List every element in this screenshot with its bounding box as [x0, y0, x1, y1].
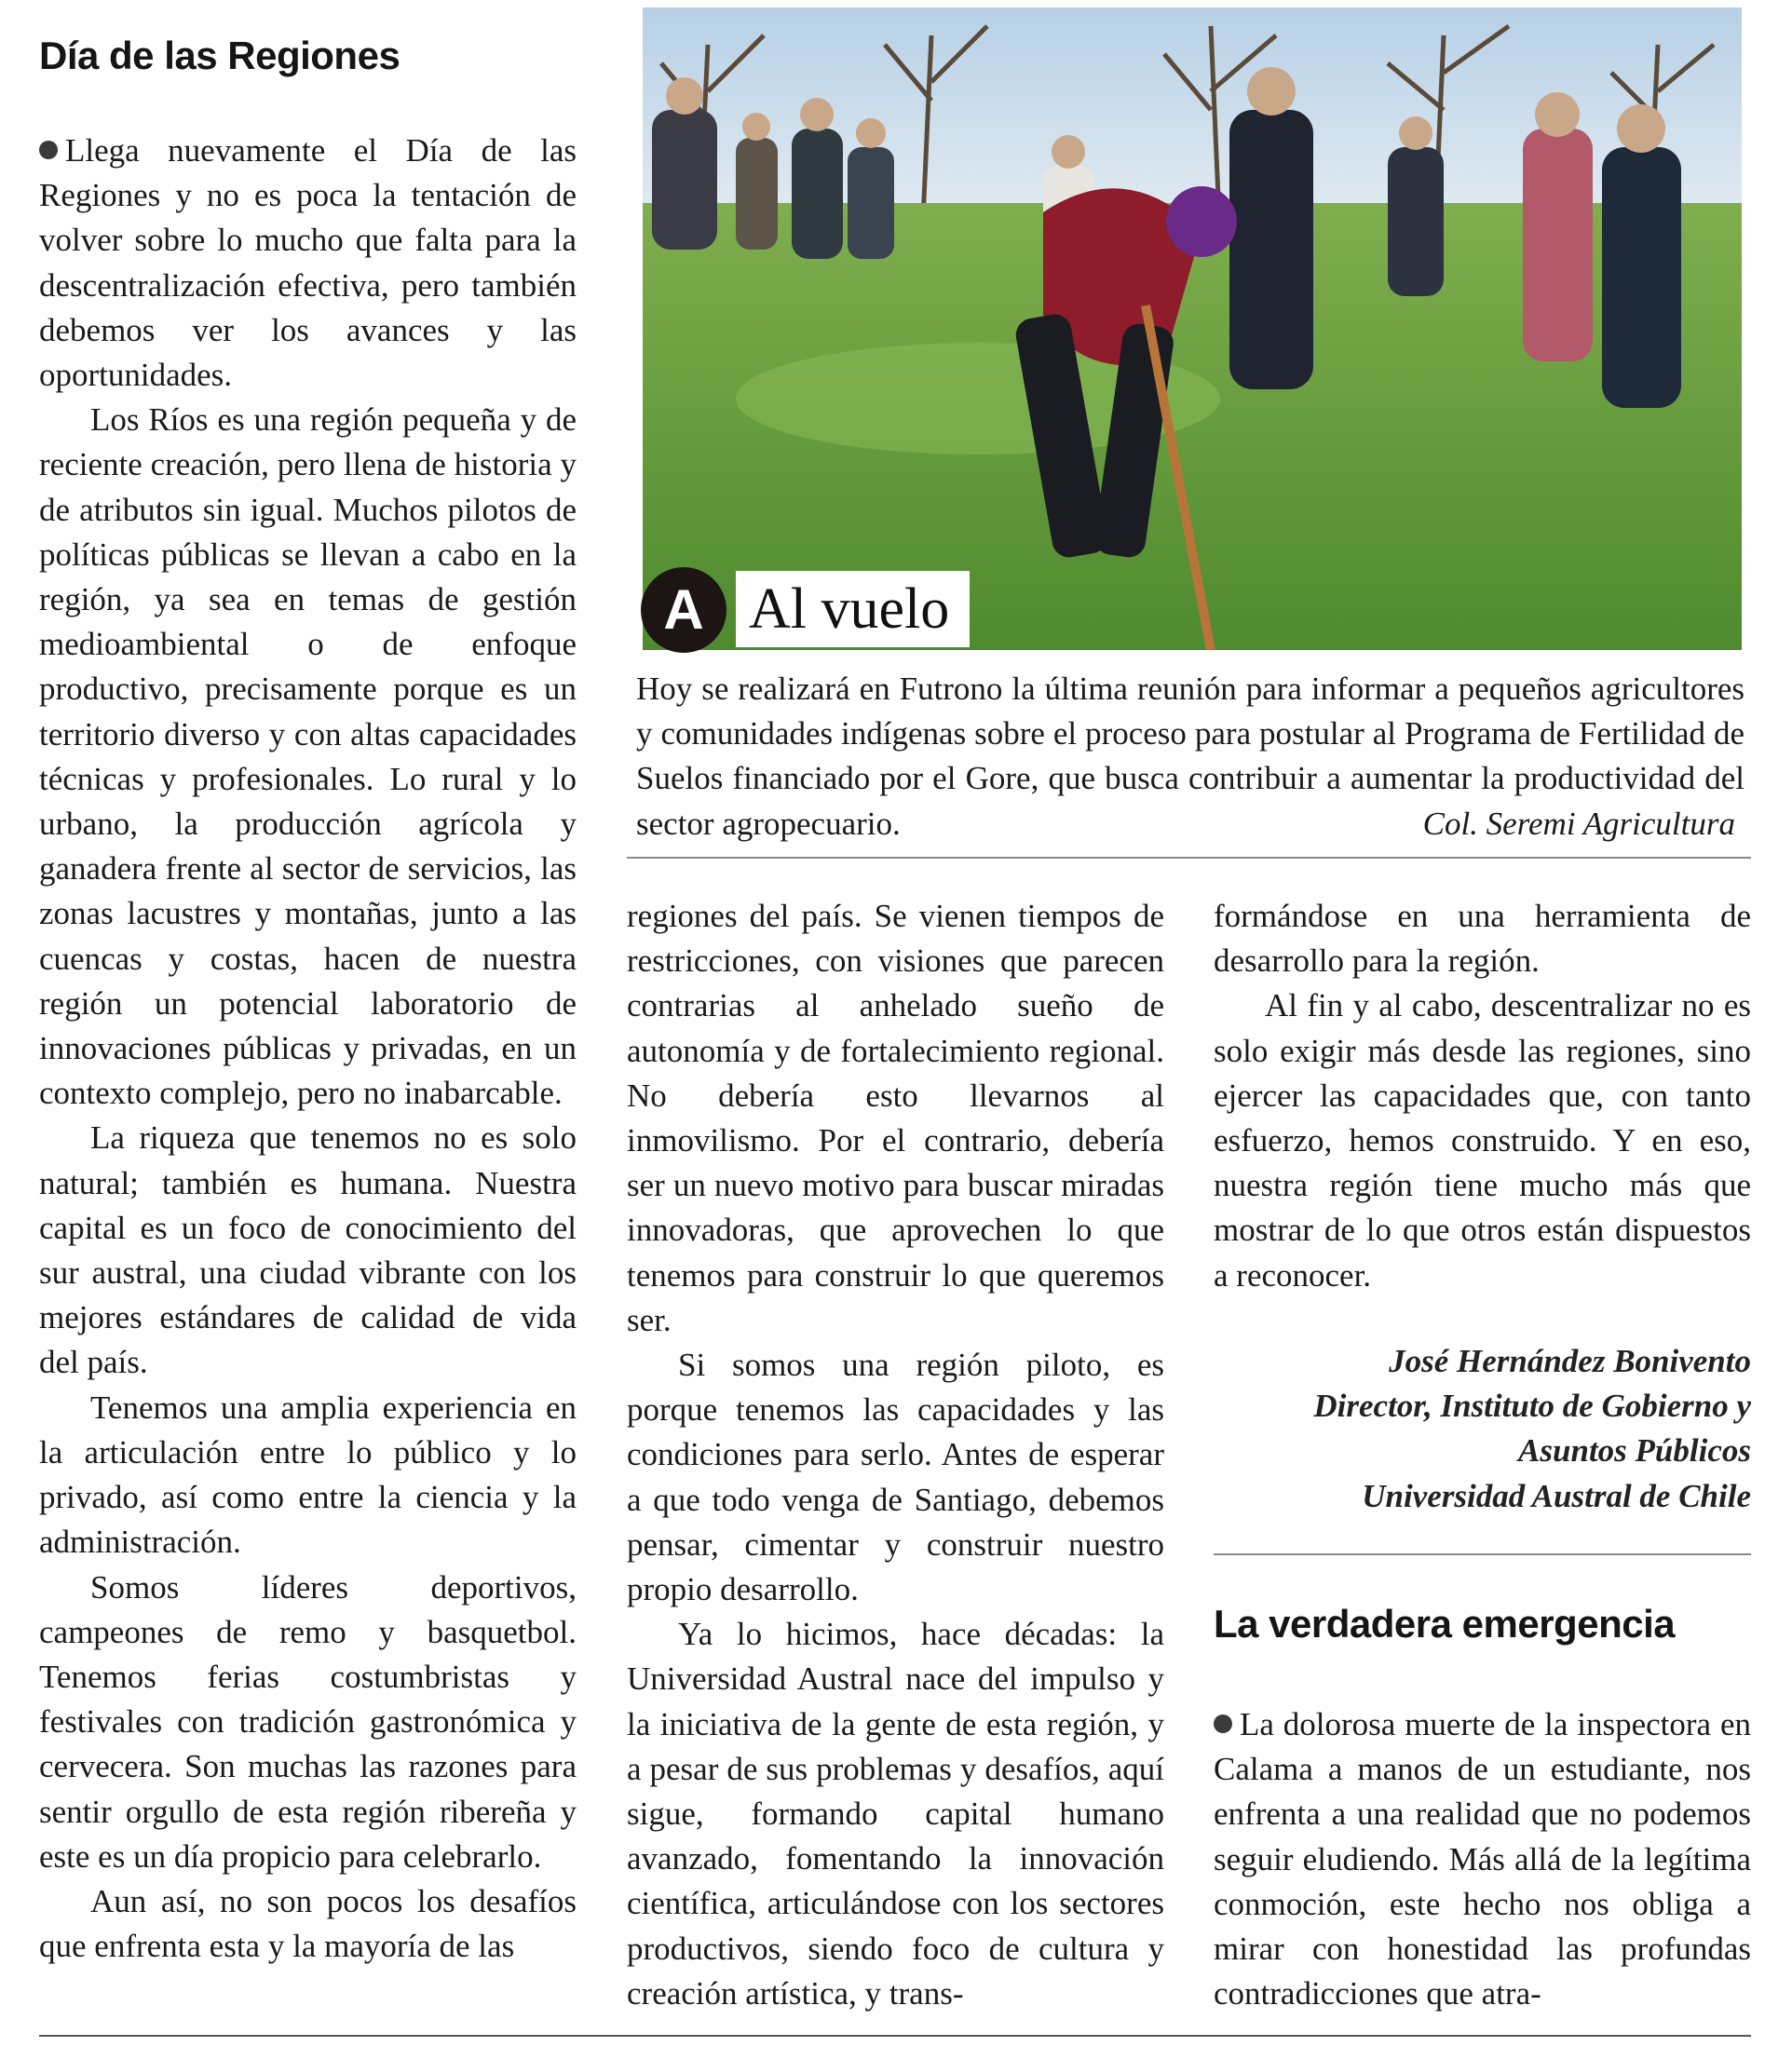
article-paragraph: La riqueza que tenemos no es solo natural; también es humana. Nuestra capital es un foco de conocimiento del sur austral, una ciudad vibrante con los mejores estándares de calidad de vida del país.	[39, 1119, 577, 1381]
author-name: José Hernández Bonivento	[1389, 1343, 1751, 1379]
section-divider	[627, 857, 1751, 859]
photo-caption	[636, 667, 1744, 847]
article-paragraph-continued: formándose en una herramienta de desarrollo para la región.	[1214, 898, 1751, 980]
article-title: Día de las Regiones	[39, 34, 400, 77]
article-paragraph: La dolorosa muerte de la inspectora en Calama a manos de un estudiante, nos enfrenta a una realidad que no podemos seguir eludiendo. Más allá de la legítima conmoción, este hecho nos obliga a mirar con honestidad las profundas contradicciones que atra-	[1214, 1706, 1751, 2013]
author-signature	[1214, 1339, 1751, 1519]
article-paragraph: Tenemos una amplia experiencia en la articulación entre lo público y lo privado, así como entre la ciencia y la administración.	[39, 1389, 577, 1561]
article-column-2	[627, 894, 1164, 2016]
photo-credit: Col. Seremi Agricultura	[1422, 805, 1735, 842]
article-paragraph: Somos líderes deportivos, campeones de remo y basquetbol. Tenemos ferias costumbristas y festivales con tradición gastronómica y cervecera. Son muchas las razones para sentir orgullo de esta región ribereña y este es un día propicio para celebrarlo.	[39, 1568, 577, 1875]
article-divider	[1214, 1553, 1751, 1555]
article-column-3	[1214, 894, 1751, 1298]
bullet-icon	[39, 141, 58, 159]
caption-text: Hoy se realizará en Futrono la última reunión para informar a pequeños agricultores y comunidades indígenas sobre el proceso para postular al Programa de Fertilidad de Suelos financiado por el Gore, que busca contribuir a aumentar la productividad del sector agropecuario.	[636, 671, 1744, 842]
news-photo	[643, 7, 1742, 650]
section-label: Al vuelo	[736, 571, 970, 647]
author-org: Universidad Austral de Chile	[1362, 1477, 1751, 1514]
article-paragraph-continued: regiones del país. Se vienen tiempos de restricciones, con visiones que parecen contrarias al anhelado sueño de autonomía y de fortalecimiento regional. No debería esto llevarnos al inmovilismo. Por el contrario, debería ser un nuevo motivo para buscar miradas innovadoras, que aprovechen lo que tenemos para construir lo que queremos ser.	[627, 898, 1164, 1338]
article-paragraph-continued: Aun así, no son pocos los desafíos que enfrenta esta y la mayoría de las	[39, 1882, 577, 1965]
article-paragraph-continued: Ya lo hicimos, hace décadas: la Universidad Austral nace del impulso y la iniciativa de la gente de esta región, y a pesar de sus problemas y desafíos, aquí sigue, formando capital humano avanzado, fomentando la innovación científica, articulándose con los sectores productivos, siendo foco de cultura y creación artística, y trans-	[627, 1616, 1164, 2012]
article-paragraph: Al fin y al cabo, descentralizar no es solo exigir más desde las regiones, sino ejercer las capacidades que, con tanto esfuerzo, hemos construido. Y en eso, nuestra región tiene mucho más que mostrar de lo que otros están dispuestos a reconocer.	[1214, 987, 1751, 1294]
section-badge-icon: A	[641, 567, 726, 653]
article-paragraph: Llega nuevamente el Día de las Regiones y no es poca la tentación de volver sobre lo mucho que falta para la descentralización efectiva, pero también debemos ver los avances y las oportunidades.	[39, 132, 577, 394]
article-paragraph: Si somos una región piloto, es porque tenemos las capacidades y las condiciones para serlo. Antes de esperar a que todo venga de Santiago, debemos pensar, cimentar y construir nuestro propio desarrollo.	[627, 1347, 1164, 1608]
article-column-1	[39, 129, 577, 1969]
second-article-body	[1214, 1702, 1751, 2016]
author-role-2: Asuntos Públicos	[1518, 1432, 1751, 1470]
second-article-title: La verdadera emergencia	[1214, 1602, 1676, 1646]
author-role: Director, Instituto de Gobierno y	[1313, 1388, 1751, 1425]
bullet-icon	[1214, 1714, 1232, 1733]
article-paragraph: Los Ríos es una región pequeña y de reciente creación, pero llena de historia y de atributos sin igual. Muchos pilotos de políticas públicas se llevan a cabo en la región, ya sea en temas de gestión medioambiental o de enfoque productivo, precisamente porque es un territorio diverso y con altas capacidades técnicas y profesionales. Lo rural y lo urbano, la producción agrícola y ganadera frente al sector de servicios, las zonas lacustres y montañas, junto a las cuencas y costas, hacen de nuestra región un potencial laboratorio de innovaciones públicas y privadas, en un contexto complejo, pero no inabarcable.	[39, 401, 577, 1112]
page-bottom-rule	[39, 2035, 1751, 2037]
